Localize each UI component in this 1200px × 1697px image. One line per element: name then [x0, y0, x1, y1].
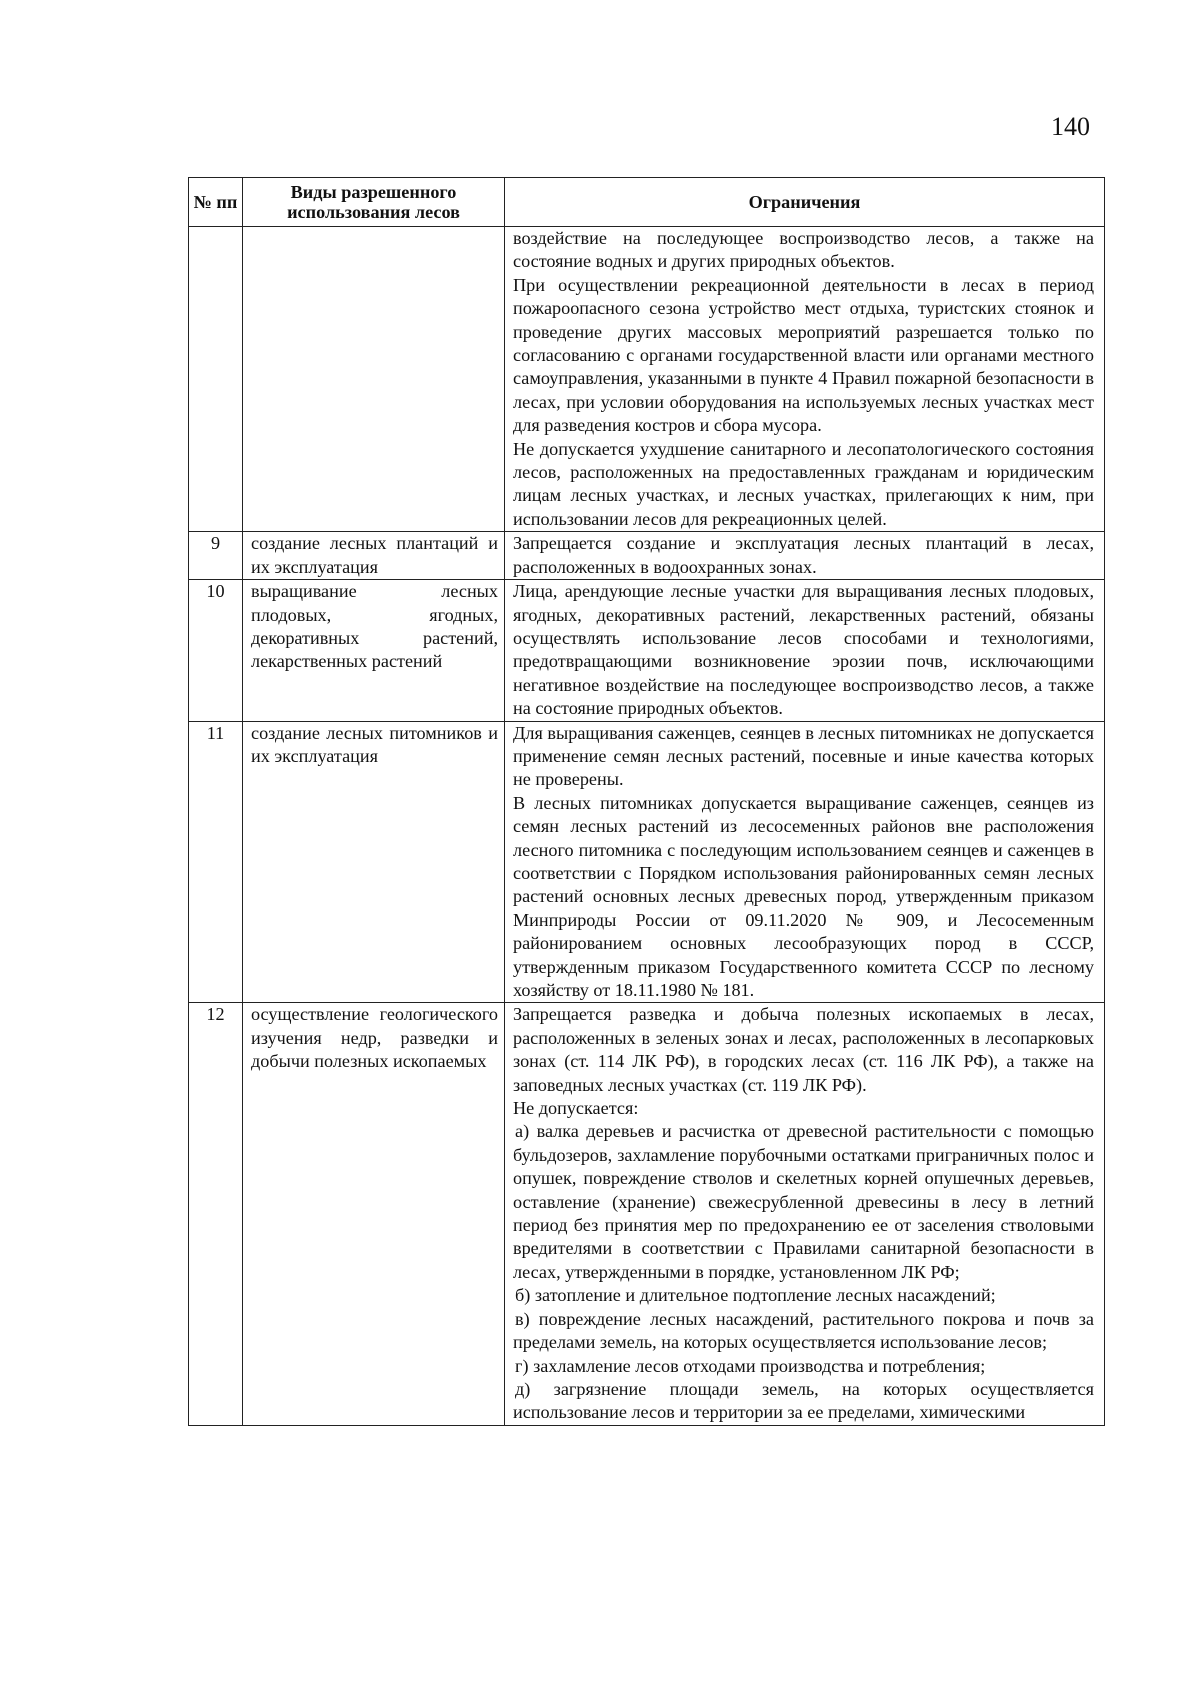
restriction-paragraph: Запрещается разведка и добыча полезных ископаемых в лесах, расположенных в зеленых зонах и лесах, расположенных в лесопарковых зонах (ст. 114 ЛК РФ), в городских лесах (ст. 116 ЛК РФ), а также на заповедных лесных участках (ст. 119 ЛК РФ). [513, 1004, 1094, 1095]
row-usage-type: создание лесных питомников и их эксплуатация [243, 721, 505, 1003]
restrictions-table [188, 177, 1105, 1426]
row-usage-type: выращивание лесных плодовых, ягодных, декоративных растений, лекарственных растений [243, 580, 505, 721]
row-restrictions [505, 580, 1105, 721]
row-restrictions [505, 532, 1105, 580]
row-num: 11 [189, 721, 243, 1003]
row-usage-type: создание лесных плантаций и их эксплуатация [243, 532, 505, 580]
restriction-paragraph: В лесных питомниках допускается выращивание саженцев, сеянцев из семян лесных растений из лесосеменных районов вне расположения лесного питомника с последующим использованием сеянцев и саженцев в соответствии с Порядком использования районированных семян лесных растений основных лесных древесных пород, утвержденным приказом Минприроды России от 09.11.2020 № 909, и Лесосеменным районированием основных лесообразующих пород в СССР, утвержденным приказом Государственного комитета СССР по лесному хозяйству от 18.11.1980 № 181. [513, 792, 1094, 1000]
header-restrictions: Ограничения [505, 178, 1105, 227]
row-num: 9 [189, 532, 243, 580]
table-header-row [189, 178, 1105, 227]
row-num: 10 [189, 580, 243, 721]
restriction-list-item: в) повреждение лесных насаждений, растительного покрова и почв за пределами земель, на которых осуществляется использование лесов; [513, 1308, 1094, 1353]
row-restrictions [505, 227, 1105, 532]
restriction-list-item: б) затопление и длительное подтопление лесных насаждений; [515, 1285, 996, 1306]
page-number: 140 [1051, 112, 1090, 141]
restriction-paragraph: Запрещается создание и эксплуатация лесных плантаций в лесах, расположенных в водоохранных зонах. [513, 533, 1094, 577]
restriction-list-item: г) захламление лесов отходами производства и потребления; [515, 1355, 986, 1376]
restriction-list-item: д) загрязнение площади земель, на которых осуществляется использование лесов и территории за ее пределами, химическими [513, 1378, 1094, 1423]
restriction-paragraph: Не допускается ухудшение санитарного и лесопатологического состояния лесов, расположенных на предоставленных гражданам и юридическим лицам лесных участках, и лесных участках, прилегающих к ним, при использовании лесов для рекреационных целей. [513, 438, 1094, 529]
header-usage-type: Виды разрешенного использования лесов [243, 178, 505, 227]
row-usage-type [243, 227, 505, 532]
restriction-paragraph: Не допускается: [513, 1098, 639, 1119]
header-num: № пп [189, 178, 243, 227]
restriction-paragraph: Лица, арендующие лесные участки для выращивания лесных плодовых, ягодных, декоративных растений, лекарственных растений, обязаны осуществлять использование лесов способами и технологиями, предотвращающими возникновение эрозии почв, исключающими негативное воздействие на последующее воспроизводство лесов, а также на состояние природных объектов. [513, 581, 1094, 719]
table-row [189, 580, 1105, 721]
table-row [189, 532, 1105, 580]
restriction-paragraph: воздействие на последующее воспроизводство лесов, а также на состояние водных и других природных объектов. [513, 228, 1094, 272]
row-restrictions [505, 721, 1105, 1003]
restriction-list-item: а) валка деревьев и расчистка от древесной растительности с помощью бульдозеров, захламление порубочными остатками приграничных полос и опушек, повреждение стволов и скелетных корней опушечных деревьев, оставление (хранение) свежесрубленной древесины в лесу в летний период без принятия мер по предохранению ее от заселения стволовыми вредителями в соответствии с Правилами санитарной безопасности в лесах, утвержденными в порядке, установленном ЛК РФ; [513, 1121, 1094, 1282]
table-row [189, 227, 1105, 532]
restriction-paragraph: Для выращивания саженцев, сеянцев в лесных питомниках не допускается применение семян лесных растений, посевные и иные качества которых не проверены. [513, 722, 1094, 790]
restriction-paragraph: При осуществлении рекреационной деятельности в лесах в период пожароопасного сезона устройство мест отдыха, туристских стоянок и проведение других массовых мероприятий разрешается только по согласованию с органами государственной власти или органами местного самоуправления, указанными в пункте 4 Правил пожарной безопасности в лесах, при условии оборудования на используемых лесных участках мест для разведения костров и сбора мусора. [513, 274, 1094, 436]
row-num [189, 227, 243, 532]
table-row [189, 1003, 1105, 1425]
row-num: 12 [189, 1003, 243, 1425]
row-restrictions [505, 1003, 1105, 1425]
table-row [189, 721, 1105, 1003]
row-usage-type: осуществление геологического изучения недр, разведки и добычи полезных ископаемых [243, 1003, 505, 1425]
